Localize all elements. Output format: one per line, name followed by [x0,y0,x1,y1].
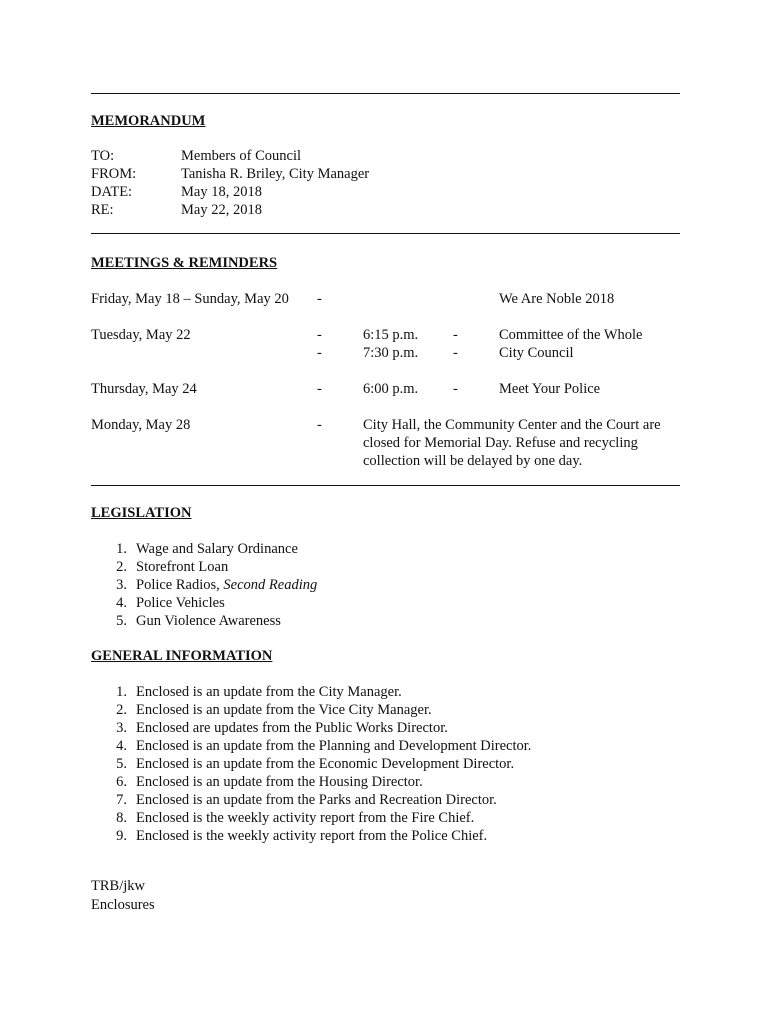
list-text: Enclosed is the weekly activity report from the Police Chief. [136,828,488,844]
meeting-line [91,344,680,362]
meeting-event: We Are Noble 2018 [499,291,615,307]
re-value: May 22, 2018 [181,202,262,218]
date-row [91,183,680,201]
list-number: 9. [116,828,127,844]
initials: TRB/jkw [91,878,145,894]
meeting-dash: - [317,327,322,343]
list-number: 3. [116,720,127,736]
meeting-line [91,416,680,434]
list-number: 6. [116,774,127,790]
list-text: Storefront Loan [136,559,229,575]
list-text: Enclosed is an update from the Planning and Development Director. [136,738,532,754]
meeting-day: Friday, May 18 – Sunday, May 20 [91,291,289,307]
header-divider [91,233,680,234]
from-value: Tanisha R. Briley, City Manager [181,166,370,182]
meeting-item-monday [91,416,680,470]
meeting-event: Committee of the Whole [499,327,643,343]
to-row [91,147,680,165]
top-rule [91,93,680,94]
list-number: 1. [116,541,127,557]
meeting-dash: - [317,291,322,307]
italic-note: Second Reading [223,577,318,593]
enclosures-label: Enclosures [91,897,155,913]
meeting-line [91,380,680,398]
list-number: 4. [116,738,127,754]
meeting-item-friday [91,290,680,308]
meeting-event: Meet Your Police [499,381,601,397]
meeting-dash: - [453,381,458,397]
list-number: 1. [116,684,127,700]
list-text: Enclosed is an update from the City Manager. [136,684,402,700]
meeting-day: Thursday, May 24 [91,381,197,397]
list-number: 4. [116,595,127,611]
date-value: May 18, 2018 [181,184,262,200]
from-row [91,165,680,183]
meeting-line [91,452,680,470]
list-text: Enclosed is an update from the Housing Director. [136,774,423,790]
list-text: Enclosed is the weekly activity report from the Fire Chief. [136,810,475,826]
memo-title: MEMORANDUM [91,113,206,129]
list-text: Police Vehicles [136,595,225,611]
list-text: Wage and Salary Ordinance [136,541,298,557]
meeting-event: City Council [499,345,574,361]
meeting-dash: - [317,345,322,361]
meeting-time: 6:00 p.m. [363,381,419,397]
list-text: Enclosed is an update from the Economic Development Director. [136,756,515,772]
date-label: DATE: [91,184,133,200]
meeting-line [91,326,680,344]
meeting-day: Monday, May 28 [91,417,191,433]
meeting-line [91,434,680,452]
meeting-note-line: collection will be delayed by one day. [363,453,583,469]
list-number: 5. [116,756,127,772]
meeting-item-tuesday [91,326,680,362]
meeting-note-line: City Hall, the Community Center and the Court are [363,417,661,433]
list-text: Gun Violence Awareness [136,613,281,629]
meeting-dash: - [453,327,458,343]
general-heading: GENERAL INFORMATION [91,648,273,664]
meeting-day: Tuesday, May 22 [91,327,191,343]
legislation-heading: LEGISLATION [91,505,192,521]
meeting-line [91,290,680,308]
list-text: Enclosed is an update from the Parks and Recreation Director. [136,792,497,808]
meeting-dash: - [317,417,322,433]
re-label: RE: [91,202,114,218]
re-row [91,201,680,219]
meeting-dash: - [453,345,458,361]
list-number: 5. [116,613,127,629]
meetings-divider [91,485,680,486]
meeting-time: 6:15 p.m. [363,327,419,343]
list-number: 7. [116,792,127,808]
meeting-item-thursday [91,380,680,398]
list-text: Enclosed is an update from the Vice City Manager. [136,702,432,718]
list-number: 2. [116,702,127,718]
list-text: Police Radios, Second Reading [136,577,318,593]
list-number: 3. [116,577,127,593]
list-text: Enclosed are updates from the Public Works Director. [136,720,448,736]
meeting-time: 7:30 p.m. [363,345,419,361]
meetings-heading: MEETINGS & REMINDERS [91,255,278,271]
meeting-note-line: closed for Memorial Day. Refuse and recycling [363,435,638,451]
meeting-dash: - [317,381,322,397]
list-number: 8. [116,810,127,826]
to-label: TO: [91,148,115,164]
list-number: 2. [116,559,127,575]
from-label: FROM: [91,166,137,182]
to-value: Members of Council [181,148,302,164]
